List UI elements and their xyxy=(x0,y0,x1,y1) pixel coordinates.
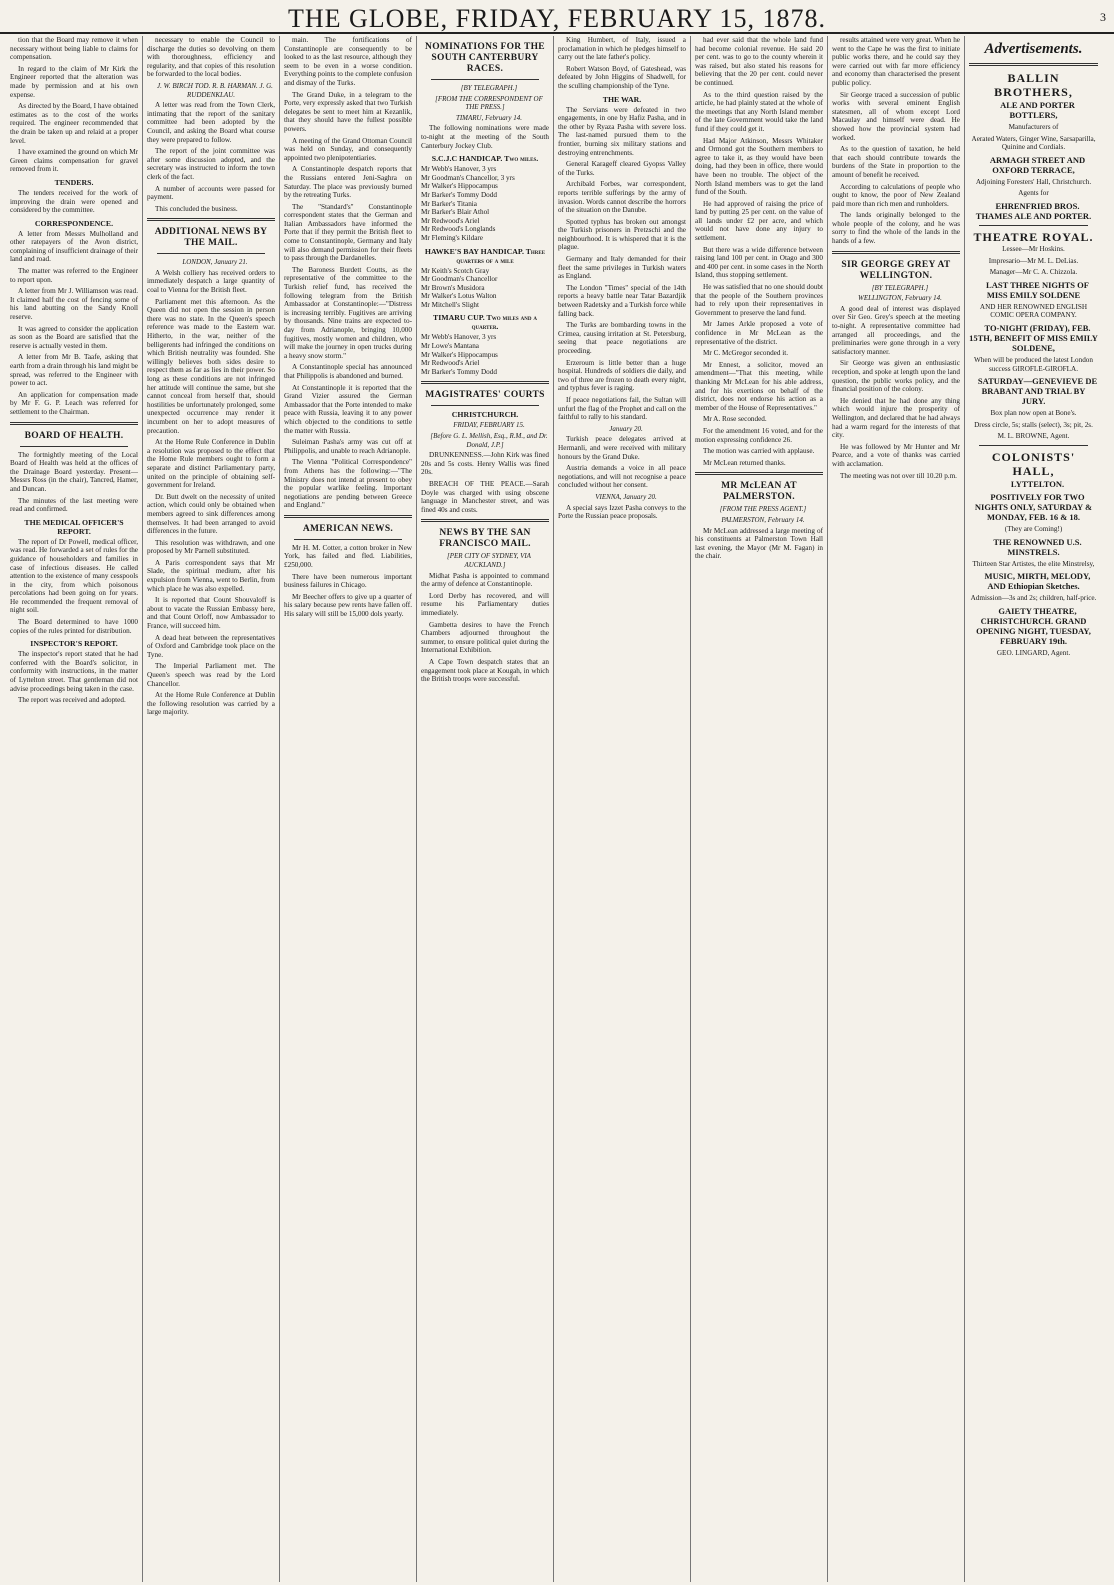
article-paragraph: Mr Beecher offers to give up a quarter of his salary because pew rents have fallen off. His salary will still be 15,000 dols yearly. xyxy=(284,592,412,619)
article-paragraph: As directed by the Board, I have obtained estimates as to the cost of the works required. The engineer recommended that the drain be taken up and relaid at a proper level. xyxy=(10,102,138,145)
article-paragraph: The report of the joint committee was after some discussion adopted, and the secretary was instructed to inform the town clerk of the fact. xyxy=(147,147,275,181)
ad-line: GAIETY THEATRE, CHRISTCHURCH. GRAND OPENING NIGHT, TUESDAY, FEBRUARY 19th. xyxy=(976,605,1091,646)
ad-line: Admission—3s and 2s; children, half-price. xyxy=(970,594,1097,603)
divider xyxy=(157,253,265,254)
article-paragraph: At the Home Rule Conference in Dublin a resolution was proposed to the effect that the Home Rule members ought to form a separate and distinct Parliamentary party, united on the principle of obtaining self-government for Ireland. xyxy=(147,438,275,490)
article-paragraph: He was followed by Mr Hunter and Mr Pearce, and a vote of thanks was carried with acclamation. xyxy=(832,442,960,468)
article-paragraph: An application for compensation made by Mr F. G. P. Leach was referred for settlement to the Chairman. xyxy=(10,390,138,416)
divider xyxy=(421,519,549,522)
ad-line: EHRENFRIED BROS. THAMES ALE AND PORTER. xyxy=(975,200,1092,221)
article-headline: AMERICAN NEWS. xyxy=(302,523,394,534)
article-headline: SIR GEORGE GREY AT WELLINGTON. xyxy=(841,259,951,281)
ad-line: TO-NIGHT (FRIDAY), FEB. 15TH, BENEFIT OF MISS EMILY SOLDENE, xyxy=(969,322,1098,353)
ad-line: Box plan now open at Bone's. xyxy=(990,409,1077,418)
column-2 xyxy=(143,36,280,1582)
advertiser-name: THEATRE ROYAL. xyxy=(973,229,1094,244)
ad-line: POSITIVELY FOR TWO NIGHTS ONLY, SATURDAY & MONDAY, FEB. 16 & 18. xyxy=(974,491,1093,522)
ad-line: LYTTELTON. xyxy=(1010,478,1065,489)
article-paragraph: At the Home Rule Conference at Dublin the following resolution was carried by a large majority. xyxy=(147,691,275,717)
ad-line: ARMAGH STREET AND OXFORD TERRACE, xyxy=(989,154,1086,175)
race-entry: Mr Barker's Tommy Dodd xyxy=(421,190,497,199)
section-heading: CORRESPONDENCE. xyxy=(34,218,114,228)
article-paragraph: The Baroness Burdett Coutts, as the representative of the committee to the Turkish relief fund, has received the following telegram from the British Ambassador at Constantinople:—"Distress is increasing terribly. Fugitives are arriving by thousands. Nine trains are expected to-day from Adrianople, bringing 10,000 fugitives, mostly women and children, who will make the journey in open trucks during a heavy snow storm." xyxy=(284,265,412,360)
race-entry: Mr Webb's Hanover, 3 yrs xyxy=(421,165,497,174)
article-paragraph: This concluded the business. xyxy=(155,204,238,213)
article-paragraph: As to the question of taxation, he held that each should contribute towards the burdens of the State in proportion to the amount of benefit he received. xyxy=(832,145,960,179)
article-paragraph: The "Standard's" Constantinople correspondent states that the German and Italian Ambassadors have informed the Porte that if they permit the British fleet to come to Constantinople, Germany and Italy will also demand permission for their fleets to pass through the Dardanelles. xyxy=(284,202,412,263)
ad-line: M. L. BROWNE, Agent. xyxy=(997,432,1070,441)
article-paragraph: The Grand Duke, in a telegram to the Porte, very expressly asked that two Turkish delegates be sent to meet him at Kezanlik, that they should have the fullest possible powers. xyxy=(284,90,412,133)
article-paragraph: In regard to the claim of Mr Kirk the Engineer reported that the alteration was made by permission and at his own expense. xyxy=(10,64,138,99)
article-paragraph: Sir George traced a succession of public works with several eminent English statesmen, all of whom except Lord Macaulay and himself were dead. He showed how the provincial system had worked. xyxy=(832,90,960,142)
article-paragraph: tion that the Board may remove it when necessary without being liable to claims for compensation. xyxy=(10,36,138,62)
article-paragraph: Mr Ennest, a solicitor, moved an amendment—"That this meeting, while thanking Mr McLean for his able address, and for his exertions on behalf of the district, does not endorse his action as a member of the House of Representatives." xyxy=(695,360,823,412)
race-entry: Mr Redwood's Ariel xyxy=(421,359,480,368)
race-entry: Mr Goodman's Chancellor, 3 yrs xyxy=(421,173,515,182)
article-paragraph: For the amendment 16 voted, and for the motion expressing confidence 26. xyxy=(695,426,823,444)
ad-line: LAST THREE NIGHTS OF MISS EMILY SOLDENE xyxy=(986,279,1089,300)
column-7 xyxy=(828,36,965,1582)
article-paragraph: At Constantinople it is reported that the Grand Vizier assured the German Ambassador that the Porte intended to make peace with Russia, leaving it to any power which objected to the conditions to settle the matter with Russia. xyxy=(284,383,412,435)
article-paragraph: General Karageff cleared Gyopss Valley of the Turks. xyxy=(558,160,686,177)
dateline: PALMERSTON, February 14. xyxy=(721,515,805,524)
column-6 xyxy=(691,36,828,1582)
article-headline: BOARD OF HEALTH. xyxy=(24,430,124,441)
section-heading: THE WAR. xyxy=(602,94,642,104)
ad-line: Manager—Mr C. A. Chizzola. xyxy=(989,268,1078,277)
article-paragraph: The London "Times" special of the 14th reports a heavy battle near Tatar Bazardjik between Radetsky and a Turkish force while falling back. xyxy=(558,283,686,318)
article-paragraph: Mr H. M. Cotter, a cotton broker in New York, has failed and fled. Liabilities, £250,000. xyxy=(284,543,412,570)
article-paragraph: Erzeroum is little better than a huge hospital. Hundreds of soldiers die daily, and two of three are frozen to death every night, and typhus fever is raging. xyxy=(558,358,686,393)
article-paragraph: The Vienna "Political Correspondence" from Athens has the following:—"The Ministry does not intend at present to obey the popular warlike feeling. Important negotiations are pending between Greece and England." xyxy=(284,458,412,510)
article-headline: MAGISTRATES' COURTS xyxy=(425,390,545,401)
race-heading: HAWKE'S BAY HANDICAP. Three quarters of a mile xyxy=(424,246,546,265)
article-paragraph: He was satisfied that no one should doubt that the people of the Southern provinces had to rely upon their representatives in Government to preserve the land fund. xyxy=(695,283,823,317)
article-paragraph: If peace negotiations fail, the Sultan will unfurl the flag of the Prophet and call on the faithful to rally to his standard. xyxy=(558,395,686,422)
divider xyxy=(431,405,539,406)
article-paragraph: The Imperial Parliament met. The Queen's speech was read by the Lord Chancellor. xyxy=(147,662,275,688)
article-paragraph: Germany and Italy demanded for their fleet the same privileges in Turkish waters as England. xyxy=(558,255,686,281)
article-paragraph: The minutes of the last meeting were read and confirmed. xyxy=(10,496,138,514)
ad-line: (They are Coming!) xyxy=(1004,524,1063,533)
dateline: January 20. xyxy=(609,424,643,433)
article-paragraph: had ever said that the whole land fund had become colonial revenue. He said 20 per cent. was to go to the county wherein it was raised, but also stated his reasons for believing that the 20 per cent. could never be continued. xyxy=(695,36,823,87)
article-paragraph: Sir George was given an enthusiastic reception, and spoke at length upon the land question, the public works policy, and the financial position of the colony. xyxy=(832,359,960,394)
article-paragraph: Mr James Arkle proposed a vote of confidence in Mr McLean as the representative of the district. xyxy=(695,320,823,346)
article-paragraph: Had Major Atkinson, Messrs Whitaker and Ormond got the Southern members to agree to take it, as they would have been doing, had they been in office, there would have been no trouble. The object of the North Island members was to get the land fund of the South. xyxy=(695,136,823,197)
race-heading: S.C.J.C HANDICAP. Two miles. xyxy=(431,154,539,164)
article-paragraph: Mr McLean returned thanks. xyxy=(703,458,786,467)
dateline: TIMARU, February 14. xyxy=(455,113,523,122)
ad-line: Manufacturers of xyxy=(1008,123,1059,131)
article-paragraph: The report of Dr Powell, medical officer, was read. He forwarded a set of rules for the guidance of householders and families in case of infectious diseases. He called attention to the existence of many cesspools in the city, from which poisonous percolations had been going on for years. He recommended the frequent removal of night soil. xyxy=(10,537,138,615)
article-paragraph: BREACH OF THE PEACE.—Sarah Doyle was charged with using obscene language in Manchester street, and was fined 40s and costs. xyxy=(421,480,549,514)
ad-line: Impresario—Mr M. L. DeLias. xyxy=(988,256,1079,265)
article-paragraph: It is reported that Count Shouvaloff is about to vacate the Russian Embassy here, and that Count Orloff, now Ambassador to France, will succeed him. xyxy=(147,596,275,631)
article-paragraph: A Constantinople despatch reports that the Russians entered Jeni-Saghra on Saturday. The place was previously burned by the retreating Turks. xyxy=(284,165,412,200)
article-paragraph: The fortnightly meeting of the Local Board of Health was held at the offices of the Drainage Board yesterday. Present—Messrs Ross (in the chair), Tancred, Hamer, and Duncan. xyxy=(10,450,138,493)
article-paragraph: Parliament met this afternoon. As the Queen did not open the session in person there was no state. In the Queen's speech reference was made to the Eastern war. Hitherto, in the war, neither of the belligerents had infringed the conditions on which British neutrality was founded. She willingly believes both sides desire to respect them as far as lies in their power. So long as these conditions are not infringed her attitude will continue the same, but she cannot conceal from herself that, should hostilities be unfortunately prolonged, some unexpected occurrence may render it incumbent on her to adopt measures of precaution. xyxy=(147,297,275,435)
article-paragraph: A letter from Mr B. Taafe, asking that earth from a drain through his land might be spread, was referred to the Engineer with power to act. xyxy=(10,353,138,388)
article-paragraph: He had approved of raising the price of land by putting 25 per cent. on the value of all lands under £2 per acre, and which would not have done any injury to settlement. xyxy=(695,199,823,243)
section-heading: INSPECTOR'S REPORT. xyxy=(30,639,118,649)
article-paragraph: Suleiman Pasha's army was cut off at Philippolis, and unable to reach Adrianople. xyxy=(284,438,412,455)
divider xyxy=(284,515,412,518)
dateline: FRIDAY, FEBRUARY 15. xyxy=(453,421,525,430)
column-3 xyxy=(280,36,417,1582)
ad-line: Agents for xyxy=(1018,189,1049,198)
telegraph-tag: [BY TELEGRAPH.] xyxy=(871,283,929,292)
masthead xyxy=(0,0,1114,34)
source-line: [FROM THE PRESS AGENT.] xyxy=(719,505,807,514)
race-heading: TIMARU CUP. Two miles and a quarter. xyxy=(433,313,537,332)
article-paragraph: necessary to enable the Council to discharge the duties so devolving on them with thoroughness, efficiency and regularity, and that copies of this resolution be forwarded to the local bodies. xyxy=(147,36,275,79)
race-entry: Mr Keith's Scotch Gray xyxy=(421,266,490,275)
article-paragraph: The Turks are bombarding towns in the Crimea, causing irritation at St. Petersburg, seeing that peace negotiations are proceeding. xyxy=(558,321,686,355)
article-paragraph: The Servians were defeated in two engagements, in one by Hafiz Pasha, and in the other by Ryaza Pasha with severe loss. The last-named pursued them to the frontier, burning six military stations and destroying entrenchments. xyxy=(558,105,686,157)
article-paragraph: A letter from Mr J. Williamson was read. It claimed half the cost of fencing some of his land abutting on the Sandy Knoll reserve. xyxy=(10,287,138,322)
article-paragraph: A number of accounts were passed for payment. xyxy=(147,184,275,202)
page-number: 3 xyxy=(1100,10,1106,24)
section-heading: CHRISTCHURCH. xyxy=(451,410,519,420)
race-entry: Mr Barker's Titania xyxy=(421,199,477,208)
ad-line: SATURDAY—GENEVIEVE DE BRABANT AND TRIAL BY JURY. xyxy=(977,376,1098,407)
signatories: J. W. BIRCH TOD. R. B. HARMAN. J. G. RUDDENKLAU. xyxy=(157,81,273,99)
race-entry: Mr Walker's Lotus Walton xyxy=(421,292,497,301)
race-entry: Mr Mitchell's Slight xyxy=(421,300,479,309)
bench-line: [Before G. L. Mellish, Esq., R.M., and Dr. Donald, J.P.] xyxy=(430,432,548,449)
article-paragraph: main. The fortifications of Constantinople are consequently to be looked to as the last resource, although they seem to be even in a worse condition. Everything points to the complete confusion and dismay of the Turks. xyxy=(284,36,412,87)
ad-line: MUSIC, MIRTH, MELODY, AND Ethiopian Sketches. xyxy=(984,571,1091,592)
article-paragraph: The lands originally belonged to the whole people of the colony, and he was sorry to find the whole of the lands in the hands of a few. xyxy=(832,211,960,246)
article-paragraph: But there was a wide difference between raising land 100 per cent. in Otago and 300 and 400 per cent. in some cases in the North Island, thus stopping settlement. xyxy=(695,245,823,280)
source-line: [FROM THE CORRESPONDENT OF THE PRESS.] xyxy=(435,94,543,112)
article-paragraph: A meeting of the Grand Ottoman Council was held on Sunday, and consequently appointed two plenipotentiaries. xyxy=(284,136,412,162)
divider xyxy=(421,381,549,384)
ad-line: GEO. LINGARD, Agent. xyxy=(996,648,1071,657)
dateline: LONDON, January 21. xyxy=(182,258,248,267)
article-paragraph: Mr A. Rose seconded. xyxy=(703,415,767,424)
race-entry: Mr Redwood's Ariel xyxy=(421,216,480,225)
ad-line: Thirteen Star Artistes, the elite Minstrelsy, xyxy=(972,559,1095,568)
article-paragraph: Spotted typhus has broken out amongst the Turkish prisoners in Pretzschi and the neighbourhood. It is whispered that it is the plague. xyxy=(558,217,686,252)
divider xyxy=(695,472,823,475)
race-entry: Mr Brown's Musidora xyxy=(421,283,485,292)
article-paragraph: According to calculations of people who ought to know, the poor of New Zealand paid more than rich men and runholders. xyxy=(832,182,960,208)
advertisements-heading: Advertisements. xyxy=(984,41,1083,57)
article-paragraph: Mr McLean addressed a large meeting of his constituents at Palmerston Town Hall last evening, the Mayor (Mr M. Fagan) in the chair. xyxy=(695,526,823,561)
divider xyxy=(10,422,138,425)
article-paragraph: Austria demands a voice in all peace negotiations, and will not recognise a peace concluded without her consent. xyxy=(558,464,686,490)
ad-line: ALE AND PORTER BOTTLERS, xyxy=(1000,100,1075,120)
ad-line: Lessee—Mr Hoskins. xyxy=(1002,244,1065,253)
article-paragraph: A Constantinople special has announced that Philippolis is abandoned and burned. xyxy=(284,363,412,380)
divider xyxy=(20,446,128,447)
article-paragraph: Turkish peace delegates arrived at Hermanli, and were received with military honours by the Grand Duke. xyxy=(558,435,686,461)
divider xyxy=(969,63,1098,66)
article-paragraph: The motion was carried with applause. xyxy=(703,447,815,456)
article-paragraph: As to the third question raised by the article, he had plainly stated at the whole of the meetings that any North Island member of the late Government would take the land fund if they could get it. xyxy=(695,90,823,133)
article-paragraph: The following nominations were made to-night at the meeting of the South Canterbury Jockey Club. xyxy=(421,124,549,150)
race-entry: Mr Goodman's Chancellor xyxy=(421,275,498,284)
ad-line: Adjoining Foresters' Hall, Christchurch. xyxy=(975,177,1092,186)
article-paragraph: Lord Derby has recovered, and will resume his Parliamentary duties immediately. xyxy=(421,591,549,617)
article-paragraph: Midhat Pasha is appointed to command the army of defence at Constantinople. xyxy=(421,571,549,589)
advertiser-name: BALLIN BROTHERS, xyxy=(994,71,1073,99)
divider xyxy=(294,539,402,540)
column-8-advertisements xyxy=(965,36,1102,1582)
ad-line: When will be produced the latest London success GIROFLE-GIROFLA. xyxy=(974,355,1093,373)
article-paragraph: The meeting was not over till 10.20 p.m. xyxy=(840,471,957,480)
race-entry: Mr Walker's Hippocampus xyxy=(421,182,498,191)
section-heading: THE MEDICAL OFFICER'S REPORT. xyxy=(24,517,124,536)
article-paragraph: results attained were very great. When he went to the Cape he was the first to initiate public works there, and he could say they were carried out with far more efficiency and economy than characterised the present public policy. xyxy=(832,36,960,87)
article-paragraph: The tenders received for the work of improving the drain were opened and considered by the committee. xyxy=(10,188,138,215)
race-entry: Mr Barker's Blair Athol xyxy=(421,208,490,217)
article-paragraph: It was agreed to consider the application as soon as the Board are satisfied that the reserve is actually vested in them. xyxy=(10,324,138,350)
source-line: [PER CITY OF SYDNEY, VIA AUCKLAND.] xyxy=(447,552,531,569)
newspaper-title: THE GLOBE, FRIDAY, FEBRUARY 15, 1878. xyxy=(287,4,827,33)
article-paragraph: A good deal of interest was displayed over Sir Geo. Grey's speech at the meeting to-night. A representative committee had arranged all proceedings, and the preliminaries were gone through in a very satisfactory manner. xyxy=(832,304,960,356)
article-paragraph: A letter was read from the Town Clerk, intimating that the report of the sanitary committee had been adopted by the Council, and asking the Board what course they were prepared to follow. xyxy=(147,101,275,144)
newspaper-columns xyxy=(6,36,1110,1582)
divider xyxy=(979,225,1088,226)
article-paragraph: The inspector's report stated that he had conferred with the Board's solicitor, in conformity with instructions, in the matter of Lyttelton street. That gentleman did not advise proceedings being taken in the case. xyxy=(10,650,138,693)
ad-line: Dress circle, 5s; stalls (select), 3s; pit, 2s. xyxy=(974,420,1093,429)
column-5 xyxy=(554,36,691,1582)
advertiser-name: COLONISTS' HALL, xyxy=(991,449,1076,478)
article-paragraph: Mr C. McGregor seconded it. xyxy=(703,349,789,358)
article-paragraph: A Paris correspondent says that Mr Slade, the spiritual medium, after his expulsion from Vienna, went to Berlin, from which place he was also expelled. xyxy=(147,558,275,593)
column-1 xyxy=(6,36,143,1582)
article-paragraph: A Welsh colliery has received orders to immediately despatch a large quantity of coal to Vienna for the British fleet. xyxy=(147,268,275,295)
article-paragraph: A letter from Messrs Mulholland and other ratepayers of the Avon district, complaining of insufficient drainage of their land and road. xyxy=(10,229,138,264)
article-paragraph: Archibald Forbes, war correspondent, reports terrible sufferings by the army of invasion. Words cannot describe the horrors of the situation on the Danube. xyxy=(558,180,686,215)
ad-line: AND HER RENOWNED ENGLISH COMIC OPERA COMPANY. xyxy=(979,302,1088,320)
ad-line: THE RENOWNED U.S. MINSTRELS. xyxy=(993,536,1082,557)
article-paragraph: The report was received and adopted. xyxy=(18,696,126,705)
article-paragraph: A dead heat between the representatives of Oxford and Cambridge took place on the Tyne. xyxy=(147,633,275,659)
article-headline: NOMINATIONS FOR THE SOUTH CANTERBURY RACES. xyxy=(425,42,545,74)
article-paragraph: I have examined the ground on which Mr Green claims compensation for gravel removed from it. xyxy=(10,148,138,174)
race-entry: Mr Lowe's Mantana xyxy=(421,342,479,351)
article-paragraph: Gambetta desires to have the French Chambers adjourned throughout the summer, to ensure political quiet during the International Exhibition. xyxy=(421,620,549,655)
race-entry: Mr Webb's Hanover, 3 yrs xyxy=(421,333,497,342)
divider xyxy=(431,79,539,80)
article-paragraph: DRUNKENNESS.—John Kirk was fined 20s and 5s costs. Henry Wallis was fined 20s. xyxy=(421,451,549,477)
article-paragraph: This resolution was withdrawn, and one proposed by Mr Parnell substituted. xyxy=(147,538,275,556)
divider xyxy=(147,218,275,221)
article-paragraph: A Cape Town despatch states that an engagement took place at Kougah, in which the British troops were successful. xyxy=(421,657,549,684)
telegraph-tag: [BY TELEGRAPH.] xyxy=(460,84,518,92)
dateline: VIENNA, January 20. xyxy=(595,492,657,501)
column-4 xyxy=(417,36,554,1582)
divider xyxy=(979,445,1088,446)
article-paragraph: King Humbert, of Italy, issued a proclamation in which he pledges himself to carry out the late father's policy. xyxy=(558,36,686,62)
article-headline: MR McLEAN AT PALMERSTON. xyxy=(721,481,797,503)
divider xyxy=(832,251,960,254)
article-headline: ADDITIONAL NEWS BY THE MAIL. xyxy=(154,227,268,249)
article-headline: NEWS BY THE SAN FRANCISCO MAIL. xyxy=(439,528,531,550)
article-paragraph: Dr. Butt dwelt on the necessity of united action, which could only be obtained when members agreed to sink differences among themselves. It had been arranged to avoid differences in the future. xyxy=(147,492,275,536)
ad-line: Aerated Waters, Ginger Wine, Sarsaparilla, Quinine and Cordials. xyxy=(971,134,1096,152)
article-paragraph: The matter was referred to the Engineer to report upon. xyxy=(10,267,138,284)
article-paragraph: Robert Watson Boyd, of Gateshead, was defeated by John Higgins of Shadwell, for the sculling championship of the Tyne. xyxy=(558,64,686,90)
section-heading: TENDERS. xyxy=(54,177,94,187)
race-entry: Mr Barker's Tommy Dodd xyxy=(421,367,497,376)
article-paragraph: There have been numerous important business failures in Chicago. xyxy=(284,572,412,590)
article-paragraph: He denied that he had done any thing which would injure the prosperity of Wellington, and declared that he had always had a warm regard for the interests of that city. xyxy=(832,396,960,440)
race-entry: Mr Fleming's Kildare xyxy=(421,233,483,242)
race-entry: Mr Redwood's Longlands xyxy=(421,225,496,234)
dateline: WELLINGTON, February 14. xyxy=(858,294,942,303)
race-entry: Mr Walker's Hippocampus xyxy=(421,350,498,359)
article-paragraph: The Board determined to have 1000 copies of the rules printed for distribution. xyxy=(10,618,138,635)
article-paragraph: A special says Izzet Pasha conveys to the Porte the Russian peace proposals. xyxy=(558,503,686,521)
